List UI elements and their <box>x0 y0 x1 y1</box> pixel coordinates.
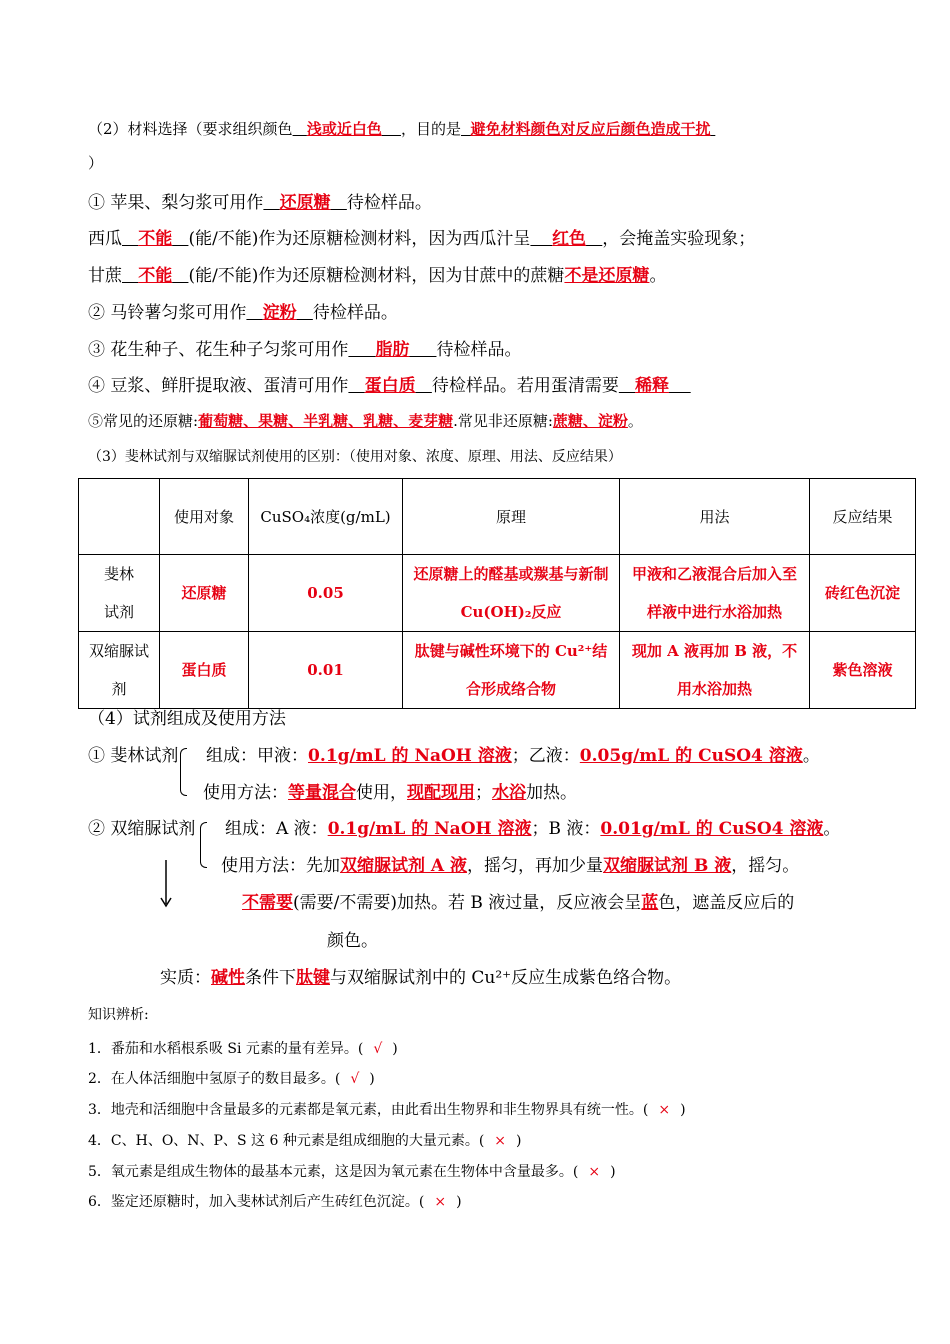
list-item: 6．鉴定还原糖时，加入斐林试剂后产生砖红色沉淀。( × ) <box>88 1194 462 1210</box>
answer-mark: √ <box>350 1071 360 1087</box>
answer-purpose: 避免材料颜色对反应后颜色造成干扰 <box>470 120 711 138</box>
list-item: 4．C、H、O、N、P、S 这 6 种元素是组成细胞的大量元素。( × ) <box>88 1133 522 1149</box>
answer-mark: × <box>588 1164 601 1180</box>
fehling-composition: 组成：甲液：0.1g/mL 的 NaOH 溶液；乙液：0.05g/mL 的 CuSO4 溶液。 <box>206 746 820 766</box>
fehling-usage: 使用方法：等量混合使用，现配现用；水浴加热。 <box>203 783 577 803</box>
list-item: 5．氧元素是组成生物体的最基本元素，这是因为氧元素在生物体中含量最多。( × ) <box>88 1164 616 1180</box>
header-usage: 用法 <box>620 479 810 555</box>
brace-icon <box>200 822 207 868</box>
table-row: 斐林试剂 还原糖 0.05 还原糖上的醛基或羰基与新制 Cu(OH)₂反应 甲液和乙液混合后加入至样液中进行水浴加热 砖红色沉淀 <box>79 555 916 632</box>
fehling-label: ① 斐林试剂 <box>88 746 179 766</box>
biuret-heating-cont: 颜色。 <box>327 931 378 951</box>
header-principle: 原理 <box>403 479 620 555</box>
answer-color: 浅或近白色 <box>306 120 382 138</box>
section-3-title: （3）斐林试剂与双缩脲试剂使用的区别：（使用对象、浓度、原理、用法、反应结果） <box>88 449 622 465</box>
biuret-composition: 组成：A 液：0.1g/mL 的 NaOH 溶液；B 液：0.01g/mL 的 CuSO4 溶液。 <box>225 819 841 839</box>
table-header-row <box>79 479 916 555</box>
biuret-label: ② 双缩脲试剂 <box>88 819 196 839</box>
line-sugarcane: 甘蔗 不能 (能/不能)作为还原糖检测材料，因为甘蔗中的蔗糖不是还原糖。 <box>88 266 667 286</box>
down-arrow-icon <box>158 858 174 910</box>
table-row: 双缩脲试剂 蛋白质 0.01 肽键与碱性环境下的 Cu²⁺结合形成络合物 现加 A 液再加 B 液，不用水浴加热 紫色溶液 <box>79 632 916 709</box>
biuret-usage: 使用方法：先加双缩脲试剂 A 液，摇匀，再加少量双缩脲试剂 B 液，摇匀。 <box>221 856 800 876</box>
list-item: 1．番茄和水稻根系吸 Si 元素的量有差异。( √ ) <box>88 1041 398 1057</box>
answer-mark: × <box>494 1133 507 1149</box>
biuret-heating: 不需要(需要/不需要)加热。若 B 液过量，反应液会呈蓝色，遮盖反应后的 <box>242 893 795 913</box>
section-2-line: （2）材料选择（要求组织颜色 浅或近白色 ，目的是 避免材料颜色对反应后颜色造成干扰 <box>88 120 711 138</box>
section-2-close: ） <box>88 154 104 172</box>
header-result: 反应结果 <box>810 479 916 555</box>
line-watermelon: 西瓜 不能 (能/不能)作为还原糖检测材料，因为西瓜汁呈 红色 ，会掩盖实验现象； <box>88 229 756 249</box>
comparison-table <box>78 478 916 709</box>
line-sugars: ⑤常见的还原糖:葡萄糖、果糖、半乳糖、乳糖、麦芽糖.常见非还原糖:蔗糖、淀粉。 <box>88 412 643 430</box>
line-soy: ④ 豆浆、鲜肝提取液、蛋清可用作 蛋白质 待检样品。若用蛋清需要 稀释 <box>88 376 670 396</box>
knowledge-title: 知识辨析: <box>88 1007 149 1023</box>
line-potato: ② 马铃薯匀浆可用作 淀粉 待检样品。 <box>88 303 398 323</box>
row-name-fehling: 斐林试剂 <box>79 555 160 632</box>
list-item: 3．地壳和活细胞中含量最多的元素都是氧元素，由此看出生物界和非生物界具有统一性。( × ) <box>88 1102 686 1118</box>
answer-mark: × <box>434 1194 447 1210</box>
answer-mark: √ <box>373 1041 383 1057</box>
line-apple: ① 苹果、梨匀浆可用作 还原糖 待检样品。 <box>88 193 432 213</box>
section-4-title: （4）试剂组成及使用方法 <box>88 709 286 729</box>
header-object: 使用对象 <box>160 479 249 555</box>
row-name-biuret: 双缩脲试剂 <box>79 632 160 709</box>
biuret-essence: 实质：碱性条件下肽键与双缩脲试剂中的 Cu²⁺反应生成紫色络合物。 <box>160 968 682 988</box>
answer-mark: × <box>658 1102 671 1118</box>
list-item: 2．在人体活细胞中氢原子的数目最多。( √ ) <box>88 1071 375 1087</box>
header-concentration: CuSO₄浓度(g/mL) <box>249 479 403 555</box>
table-corner <box>79 479 160 555</box>
brace-icon <box>180 748 187 796</box>
line-peanut: ③ 花生种子、花生种子匀浆可用作 脂肪 待检样品。 <box>88 340 522 360</box>
